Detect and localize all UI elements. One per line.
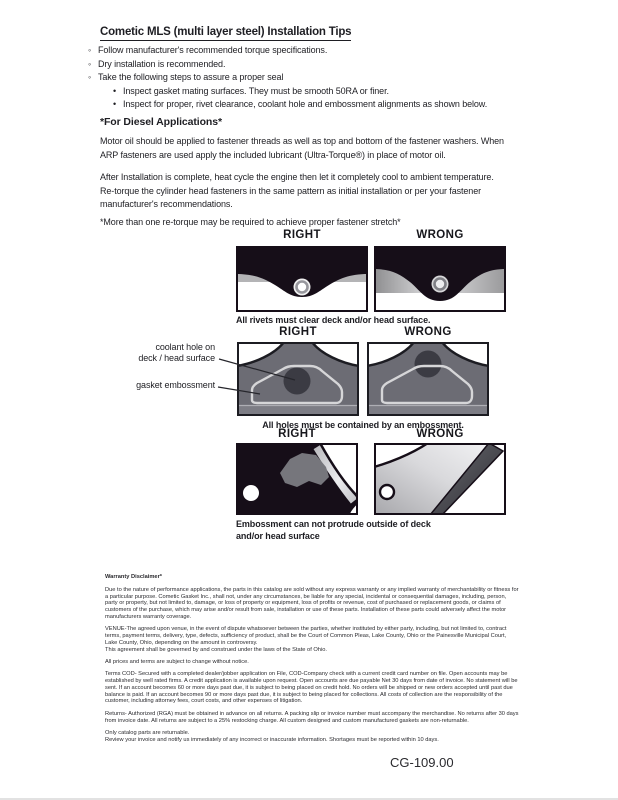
tip-sub-item: • Inspect for proper, rivet clearance, coolant hole and embossment alignments as shown below. <box>113 98 558 112</box>
returnable-line: Only catalog parts are returnable. <box>105 729 190 736</box>
terms-paragraph: Terms COD- Secured with a completed dealer/jobber application on File, COD-Company check with a current credit card number on file. Open accounts may be established by well rated firms. A credit application is available upon request. Open accounts are due payable Net 30 days from date of invoice. No statement will be sent. If an account becomes 60 or more days past due, it is subject to being placed on credit hold. No orders will be shipped or new orders accepted until past due balance is paid. If an account becomes 90 or more days past due, it is subject to being placed for collections. All costs of collection are the responsibility of the customer, including attorney fees, court costs, and other expenses of litigation. <box>105 671 518 705</box>
row3-right-label: RIGHT <box>278 428 316 440</box>
warranty-disclaimer-section <box>105 574 520 743</box>
row1-caption: All rivets must clear deck and/or head surface. <box>236 315 431 325</box>
embossment-protrusion-wrong-diagram <box>374 443 506 515</box>
venue-paragraph-2: This agreement shall be governed by and construed under the laws of the State of Ohio. <box>105 646 327 653</box>
prices-paragraph: All prices and terms are subject to change without notice. <box>105 658 249 665</box>
diesel-paragraph-1: Motor oil should be applied to fastener threads as well as top and bottom of the fastener washers. When ARP fasteners are used apply the included lubricant (Ultra-Torque®) in place of motor oil. <box>100 136 504 160</box>
returns-paragraph: Returns- Authorized (RGA) must be obtained in advance on all returns. A packing slip or invoice number must accompany the merchandise. No returns after 30 days from invoice date. All returns are subject to a 25% restocking charge. All custom designed and custom manufactured gaskets are non-returnable. <box>105 710 519 724</box>
diesel-paragraph-2: After Installation is complete, heat cycle the engine then let it completely cool to ambient temperature. Re-torque the cylinder head fasteners in the same pattern as initial installation or per your fastener manufacturer's recommendations. <box>100 172 494 209</box>
coolant-hole-label: coolant hole on deck / head surface <box>138 342 215 363</box>
review-invoice-line: Review your invoice and notify us immediately of any incorrect or inaccurate information. Shortages must be reported within 10 days. <box>105 736 439 743</box>
tip-item: ◦ Dry installation is recommended. <box>88 58 558 72</box>
tip-item: ◦ Follow manufacturer's recommended torque specifications. <box>88 44 558 58</box>
page-number: CG-109.00 <box>390 755 454 770</box>
row2-wrong-label: WRONG <box>404 326 452 338</box>
rivet-clearance-wrong-diagram <box>374 246 506 312</box>
row2-caption: All holes must be contained by an embossment. <box>262 420 464 430</box>
retorque-note: *More than one re-torque may be required to achieve proper fastener stretch* <box>100 217 401 227</box>
embossment-protrusion-right-diagram <box>236 443 358 515</box>
row1-wrong-label: WRONG <box>416 229 464 241</box>
installation-tips-list <box>88 44 558 112</box>
row3-wrong-label: WRONG <box>416 428 464 440</box>
tip-sub-item: • Inspect gasket mating surfaces. They must be smooth 50RA or finer. <box>113 85 558 99</box>
rivet-clearance-right-diagram <box>236 246 368 312</box>
row3-caption: Embossment can not protrude outside of deck and/or head surface <box>236 519 431 541</box>
venue-paragraph: VENUE-The agreed upon venue, in the event of dispute whatsoever between the parties, whether instituted by either party, including, but not limited to, contract terms, payment terms, delivery, type, defects, sufficiency of product, shall be the Court of Common Pleas, Lake County, Ohio or the Painesville Municipal Court, Lake County, Ohio, depending on the amount in controversy. <box>105 626 507 646</box>
warranty-heading: Warranty Disclaimer* <box>105 574 163 580</box>
hole-containment-right-diagram <box>237 342 359 416</box>
diesel-section-heading: *For Diesel Applications* <box>100 116 222 128</box>
tip-item: ◦ Take the following steps to assure a proper seal <box>88 71 558 85</box>
gasket-embossment-label: gasket embossment <box>136 380 215 390</box>
row1-right-label: RIGHT <box>283 229 321 241</box>
row2-right-label: RIGHT <box>279 326 317 338</box>
page-title: Cometic MLS (multi layer steel) Installation Tips <box>100 26 351 41</box>
hole-containment-wrong-diagram <box>367 342 489 416</box>
warranty-paragraph: Due to the nature of performance applications, the parts in this catalog are sold without any express warranty or any implied warranty of merchantability or fitness for a particular purpose. Cometic Gasket Inc., shall not, under any circumstances, be liable for any special, incidental or consequential damages, including, person, party or property, but not limited to, damage, or loss of property or equipment, loss of profits or revenue, cost of purchased or replacement goods, or claims of customers of the purchase, which may arise and/or result from sale, installation or use of these parts. Installation of these parts could adversely affect the motor manufacturers warranty coverage. <box>105 586 519 620</box>
